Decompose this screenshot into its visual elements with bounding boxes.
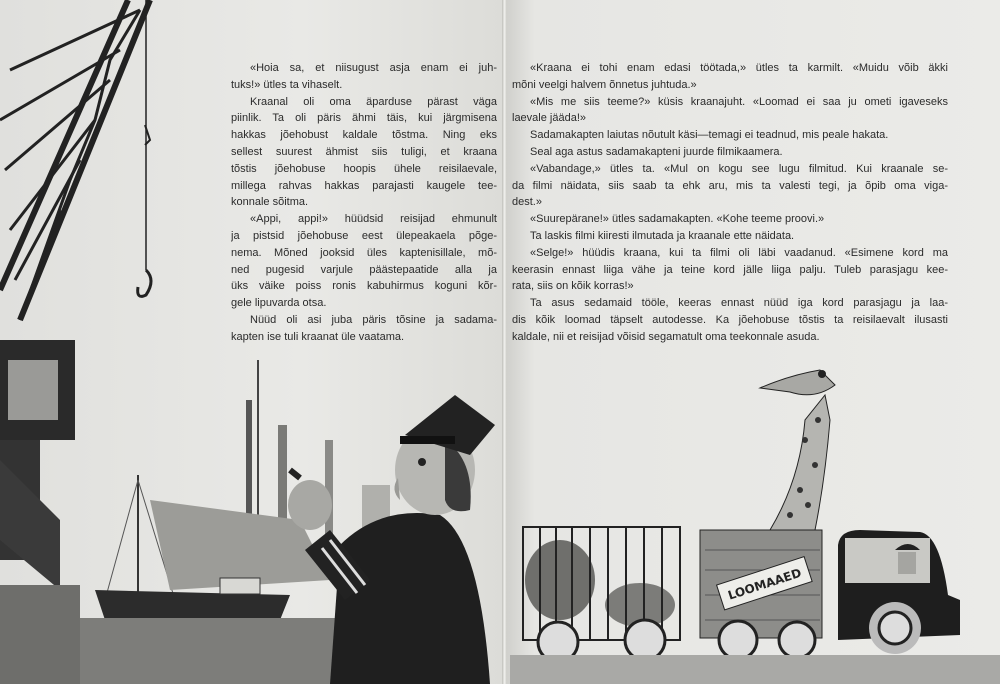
text-line: üks väike poiss ronis kabuhirmus koguni kõr- xyxy=(231,280,497,293)
text-line: Kraanal oli oma äparduse pärast väga xyxy=(250,95,497,108)
text-line: dest.» xyxy=(512,196,542,209)
text-line: sellest suurest ähmist siis tuligi, et kraana xyxy=(231,146,497,158)
text-line: da filmi näidata, siis saab ta ehk aru, mis ta valesti tegi, ja õpib oma viga- xyxy=(512,179,948,192)
lion-cage-trailer xyxy=(523,527,680,662)
text-line: ja pistsid jõehobuse eest ülepeakaela põge- xyxy=(231,230,497,242)
giraffe-illustration xyxy=(760,370,835,530)
text-line: keerasin ennast liiga vähe ja teine kord jälle liiga palju. Tuleb parasjagu kee- xyxy=(512,263,948,276)
text-line: millega rahvas hakkas parajasti kaugele tee- xyxy=(231,179,497,192)
text-line: tõstis jõehobuse hoopis ühele reisilaevale, xyxy=(231,162,497,175)
text-line: Ta laskis filmi kiiresti ilmutada ja kraanale ette näidata. xyxy=(530,230,795,242)
text-line: ned pugesid varjule päästepaatide alla ja xyxy=(231,263,497,276)
text-line: «Selge!» hüüdis kraana, kui ta filmi oli läbi vaadanud. «Esimene kord ma xyxy=(530,246,948,259)
text-line: kaldale, nii et reisijad võisid segamatult oma teekonnale asuda. xyxy=(512,330,820,343)
text-line: hakkas jõehobust kaldale tõstma. Ning eks xyxy=(231,129,497,142)
text-line: «Mis me siis teeme?» küsis kraanajuht. «Loomad ei saa ju ometi igaveseks xyxy=(530,95,948,108)
text-line: mõni veelgi halvem õnnetus juhtuda.» xyxy=(512,78,697,91)
text-line: «Kraana ei tohi enam edasi töötada,» ütles ta karmilt. «Muidu võib äkki xyxy=(530,62,948,74)
text-line: «Suurepärane!» ütles sadamakapten. «Kohe teeme proovi.» xyxy=(530,213,825,226)
text-line: dis kõik loomad täpselt autodesse. Ka jõehobuse tõstis ta reisilaevalt ilusasti xyxy=(512,314,948,326)
text-line: tuks!» ütles ta vihaselt. xyxy=(231,78,343,91)
text-line: konnale sõitma. xyxy=(231,196,309,209)
text-line: Seal aga astus sadamakapteni juurde filmikaamera. xyxy=(530,146,783,158)
crane-hook xyxy=(138,270,151,296)
crane-illustration xyxy=(0,0,151,320)
road xyxy=(510,655,1000,684)
text-line: «Hoia sa, et niisugust asja enam ei juh- xyxy=(250,62,497,74)
text-line: piinlik. Ta oli päris ähmi täis, kui järgmisena xyxy=(231,112,497,125)
text-line: laevale jääda!» xyxy=(512,112,587,125)
text-line: nema. Mõned jooksid üles kaptenisillale, mõ- xyxy=(231,246,497,259)
text-line: «Appi, appi!» hüüdsid reisijad ehmunult xyxy=(250,213,497,226)
crate-trailer xyxy=(700,530,822,659)
text-line: kapten ise tuli kraanat üle vaatama. xyxy=(231,330,405,343)
text-line: «Vabandage,» ütles ta. «Mul on kogu see lugu filmitud. Kui kraanale se- xyxy=(530,162,948,175)
text-line: Sadamakapten laiutas nõutult käsi—temagi ei teadnud, mis peale hakata. xyxy=(530,129,889,142)
text-line: rata, siis on kõik korras!» xyxy=(512,280,634,293)
text-line: Ta asus sedamaid tööle, keeras ennast nüüd iga kord parasjagu ja laa- xyxy=(530,297,948,310)
text-line: Nüüd oli asi juba päris tõsine ja sadama- xyxy=(250,314,497,326)
truck-cab xyxy=(838,530,960,654)
text-line: gele lipuvarda otsa. xyxy=(231,297,327,310)
truck-sign-text: LOOMAAED xyxy=(726,565,804,603)
crane-cabin xyxy=(0,340,80,684)
